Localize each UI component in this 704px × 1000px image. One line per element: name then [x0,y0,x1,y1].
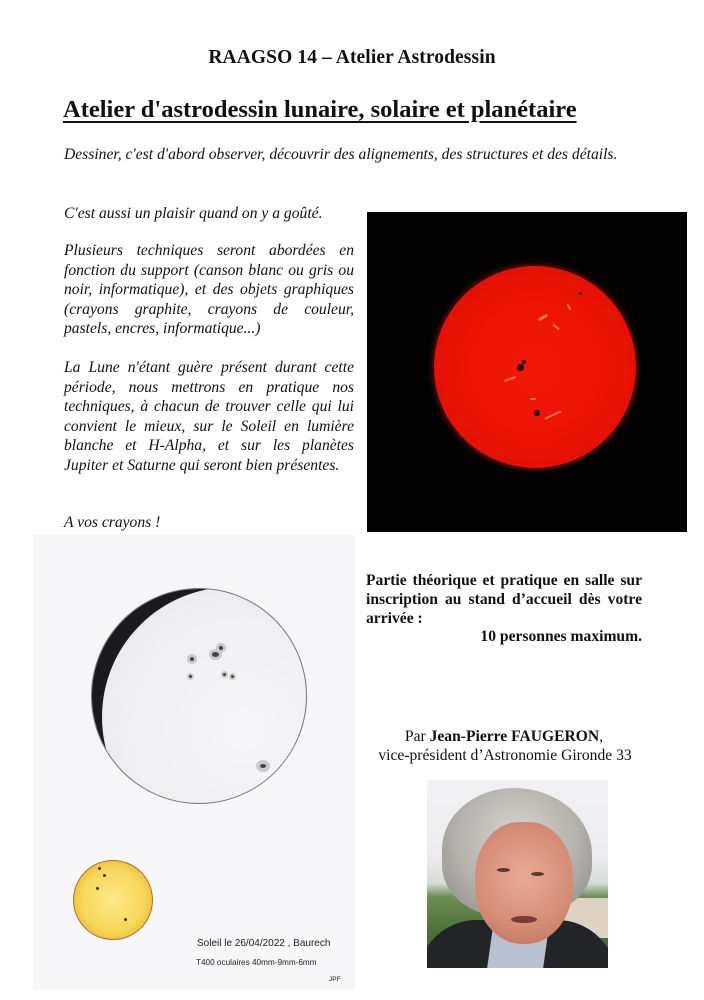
lune-paragraph: La Lune n'étant guère présent durant cette période, nous mettrons en pratique nos techniques, à chacun de trouver celle qui lui convient le mieux, sur le Soleil en lumière blanche et H-Alpha, et sur les planètes Jupiter et Saturne qui seront bien présentes. [64,359,354,474]
author-portrait [427,780,608,968]
inscription-info: Partie théorique et pratique en salle sur inscription au stand d’accueil dès votre arrivée : [366,572,642,627]
author-suffix: , [599,728,604,745]
drawing-caption-date: Soleil le 26/04/2022 , Baurech [197,938,331,949]
drawing-caption-initials: JPF [329,976,341,983]
author-prefix: Par [404,728,430,745]
author-name: Jean-Pierre FAUGERON [429,728,600,745]
plaisir-paragraph: C'est aussi un plaisir quand on y a goûté. [64,205,323,222]
sun-drawing [33,535,355,990]
crayons-paragraph: A vos crayons ! [64,514,161,531]
page-title: Atelier d'astrodessin lunaire, solaire et planétaire [63,96,577,123]
drawn-sun-disk [91,588,307,804]
intro-paragraph: Dessiner, c'est d'abord observer, découvrir des alignements, des structures et des détails. [64,146,618,163]
sun-halpha-photo [367,212,687,532]
author-role: vice-président d’Astronomie Gironde 33 [378,747,632,764]
event-header: RAAGSO 14 – Atelier Astrodessin [208,47,496,68]
drawing-caption-setup: T400 oculaires 40mm-9mm-6mm [196,958,317,967]
colored-sun-sketch [73,860,153,940]
sun-disk [434,266,636,468]
author-line [366,727,642,746]
max-participants: 10 personnes maximum. [480,628,642,645]
techniques-paragraph: Plusieurs techniques seront abordées en fonction du support (canson blanc ou gris ou noir, informatique), et des objets graphiques (crayons graphite, crayons de couleur, pastels, encres, informatique...) [64,242,354,338]
